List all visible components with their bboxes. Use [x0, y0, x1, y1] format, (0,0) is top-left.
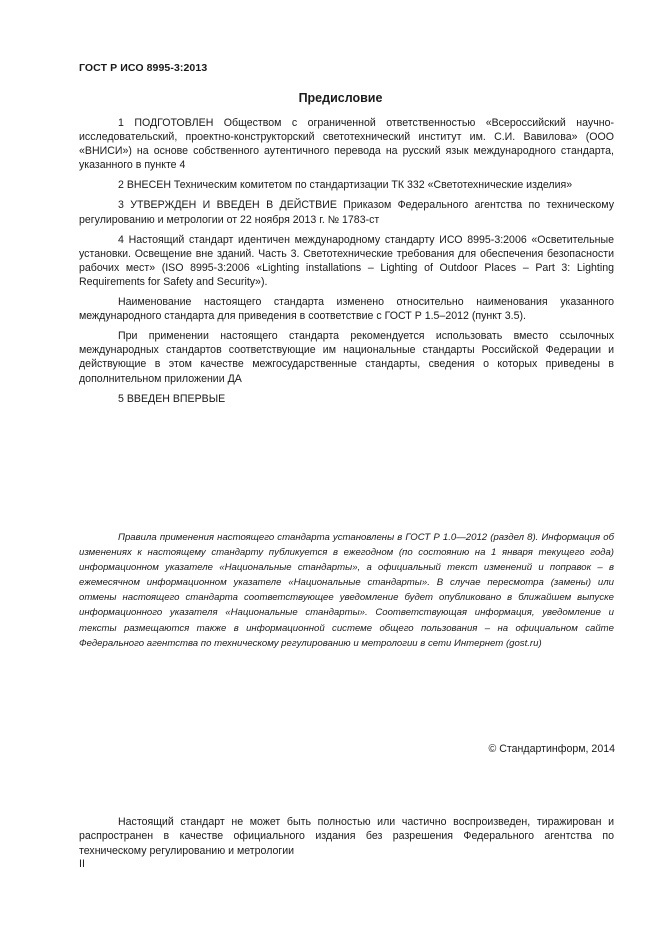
foreword-paragraph-4: 4 Настоящий стандарт идентичен международному стандарту ИСО 8995-3:2006 «Осветительные установки. Освещение вне зданий. Часть 3. Светотехнические требования для обеспечения безопасности рабочих мест» (ISO 8995-3:2006 «Lighting installations – Lighting of Outdoor Places – Part 3: Lighting Requirements for Safety and Security»). — [79, 233, 614, 288]
reproduction-notice — [79, 815, 614, 858]
foreword-paragraph-7: 5 ВВЕДЕН ВПЕРВЫЕ — [118, 392, 226, 405]
foreword-paragraph-3: 3 УТВЕРЖДЕН И ВВЕДЕН В ДЕЙСТВИЕ Приказом Федерального агентства по техническому регулированию и метрологии от 22 ноября 2013 г. № 1783-ст — [79, 199, 614, 226]
document-header: ГОСТ Р ИСО 8995-3:2013 — [79, 62, 208, 74]
notice-text: Настоящий стандарт не может быть полностью или частично воспроизведен, тиражирован и распространен в качестве официального издания без разрешения Федерального агентства по техническому регулированию и метрологии — [79, 816, 614, 857]
copyright-line: © Стандартинформ, 2014 — [488, 743, 615, 755]
page-title: Предисловие — [298, 91, 383, 105]
foreword-paragraph-6: При применении настоящего стандарта рекомендуется использовать вместо ссылочных международных стандартов соответствующие им национальные стандарты Российской Федерации и действующие в этом качестве межгосударственные стандарты, сведения о которых приведены в дополнительном приложении ДА — [79, 330, 614, 385]
foreword-paragraph-2: 2 ВНЕСЕН Техническим комитетом по стандартизации ТК 332 «Светотехнические изделия» — [118, 179, 573, 192]
rules-text: Правила применения настоящего стандарта установлены в ГОСТ Р 1.0—2012 (раздел 8). Информация об изменениях к настоящему стандарту публикуется в ежегодном (по состоянию на 1 января текущего года) информационном указателе «Национальные стандарты», а официальный текст изменений и поправок – в ежемесячном информационном указателе «Национальные стандарты». В случае пересмотра (замены) или отмены настоящего стандарта соответствующее уведомление будет опубликовано в ближайшем выпуске информационного указателя «Национальные стандарты». Соответствующая информация, уведомление и тексты размещаются также в информационной системе общего пользования – на официальном сайте Федерального агентства по техническому регулированию и метрологии в сети Интернет (gost.ru) — [79, 532, 614, 649]
application-rules-note — [79, 530, 614, 651]
page-number: II — [79, 858, 85, 870]
foreword-paragraph-1: 1 ПОДГОТОВЛЕН Обществом с ограниченной ответственностью «Всероссийский научно-исследовательский, проектно-конструкторский светотехнический институт им. С.И. Вавилова» (ООО «ВНИСИ») на основе собственного аутентичного перевода на русский язык международного стандарта, указанного в пункте 4 — [79, 117, 614, 172]
foreword-paragraph-5: Наименование настоящего стандарта изменено относительно наименования указанного международного стандарта для приведения в соответствие с ГОСТ Р 1.5–2012 (пункт 3.5). — [79, 296, 614, 323]
foreword-body — [79, 116, 614, 412]
